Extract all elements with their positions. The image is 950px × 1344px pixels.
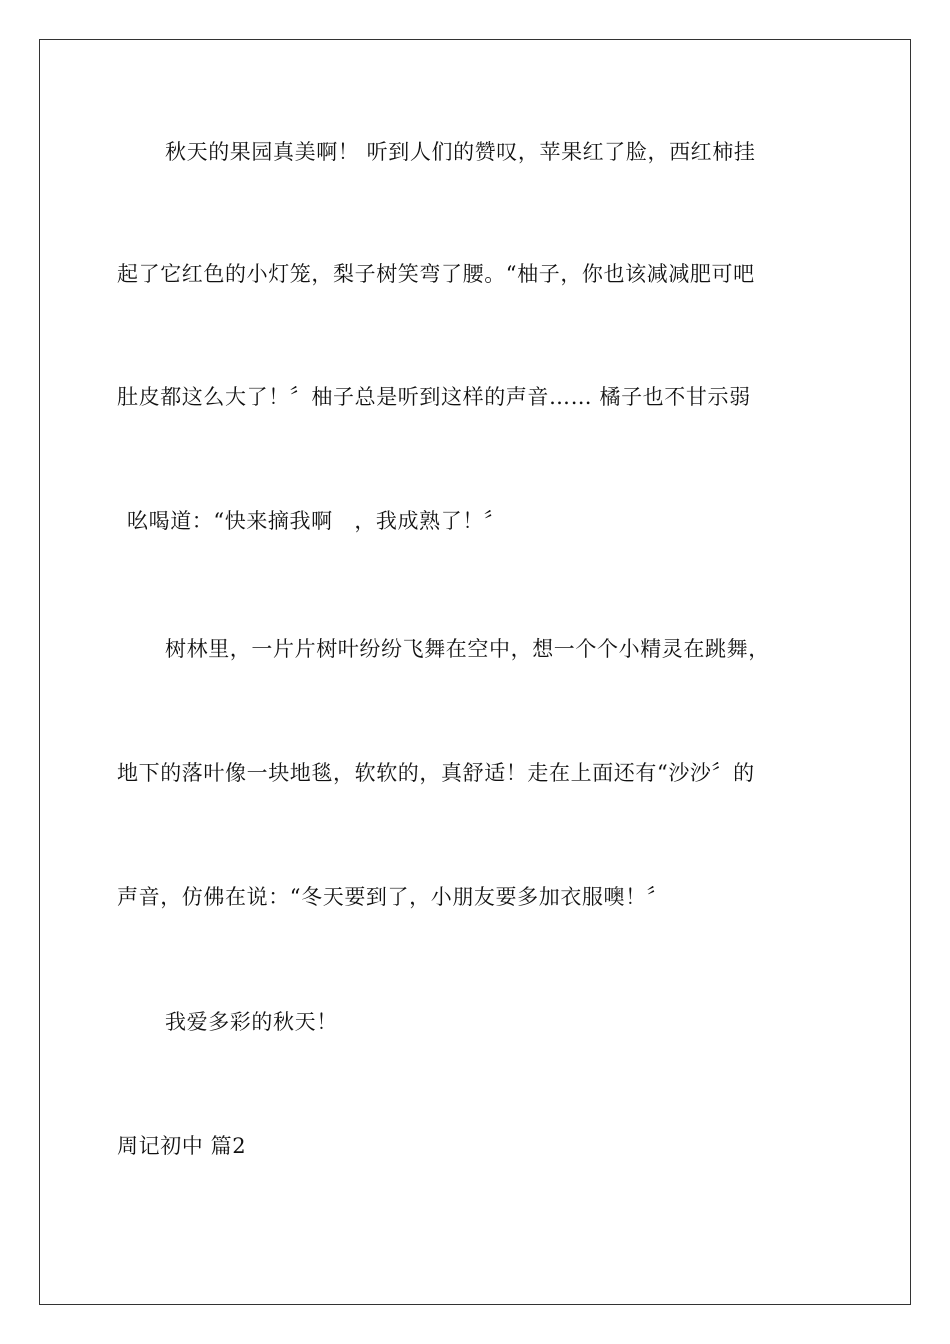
paragraph-2-line-2: 地下的落叶像一块地毯，软软的，真舒适！走在上面还有“沙沙〞的 <box>117 761 755 785</box>
section-heading: 周记初中 篇2 <box>117 1134 247 1158</box>
paragraph-1-line-2: 起了它红色的小灯笼，梨子树笑弯了腰。“柚子，你也该减减肥可吧 <box>117 262 755 286</box>
page-border <box>39 39 911 1305</box>
paragraph-2-line-1: 树林里，一片片树叶纷纷飞舞在空中，想一个个小精灵在跳舞， <box>165 637 770 661</box>
paragraph-1-line-1: 秋天的果园真美啊！ 听到人们的赞叹，苹果红了脸，西红柿挂 <box>165 140 756 164</box>
paragraph-1-line-3: 肚皮都这么大了！〞柚子总是听到这样的声音…… 橘子也不甘示弱 <box>117 385 751 409</box>
paragraph-2-line-3: 声音，仿佛在说：“冬天要到了，小朋友要多加衣服噢！〞 <box>117 885 669 909</box>
paragraph-1-line-4: 吆喝道：“快来摘我啊 ，我成熟了！〞 <box>127 509 506 533</box>
paragraph-3-line-1: 我爱多彩的秋天！ <box>165 1010 338 1034</box>
